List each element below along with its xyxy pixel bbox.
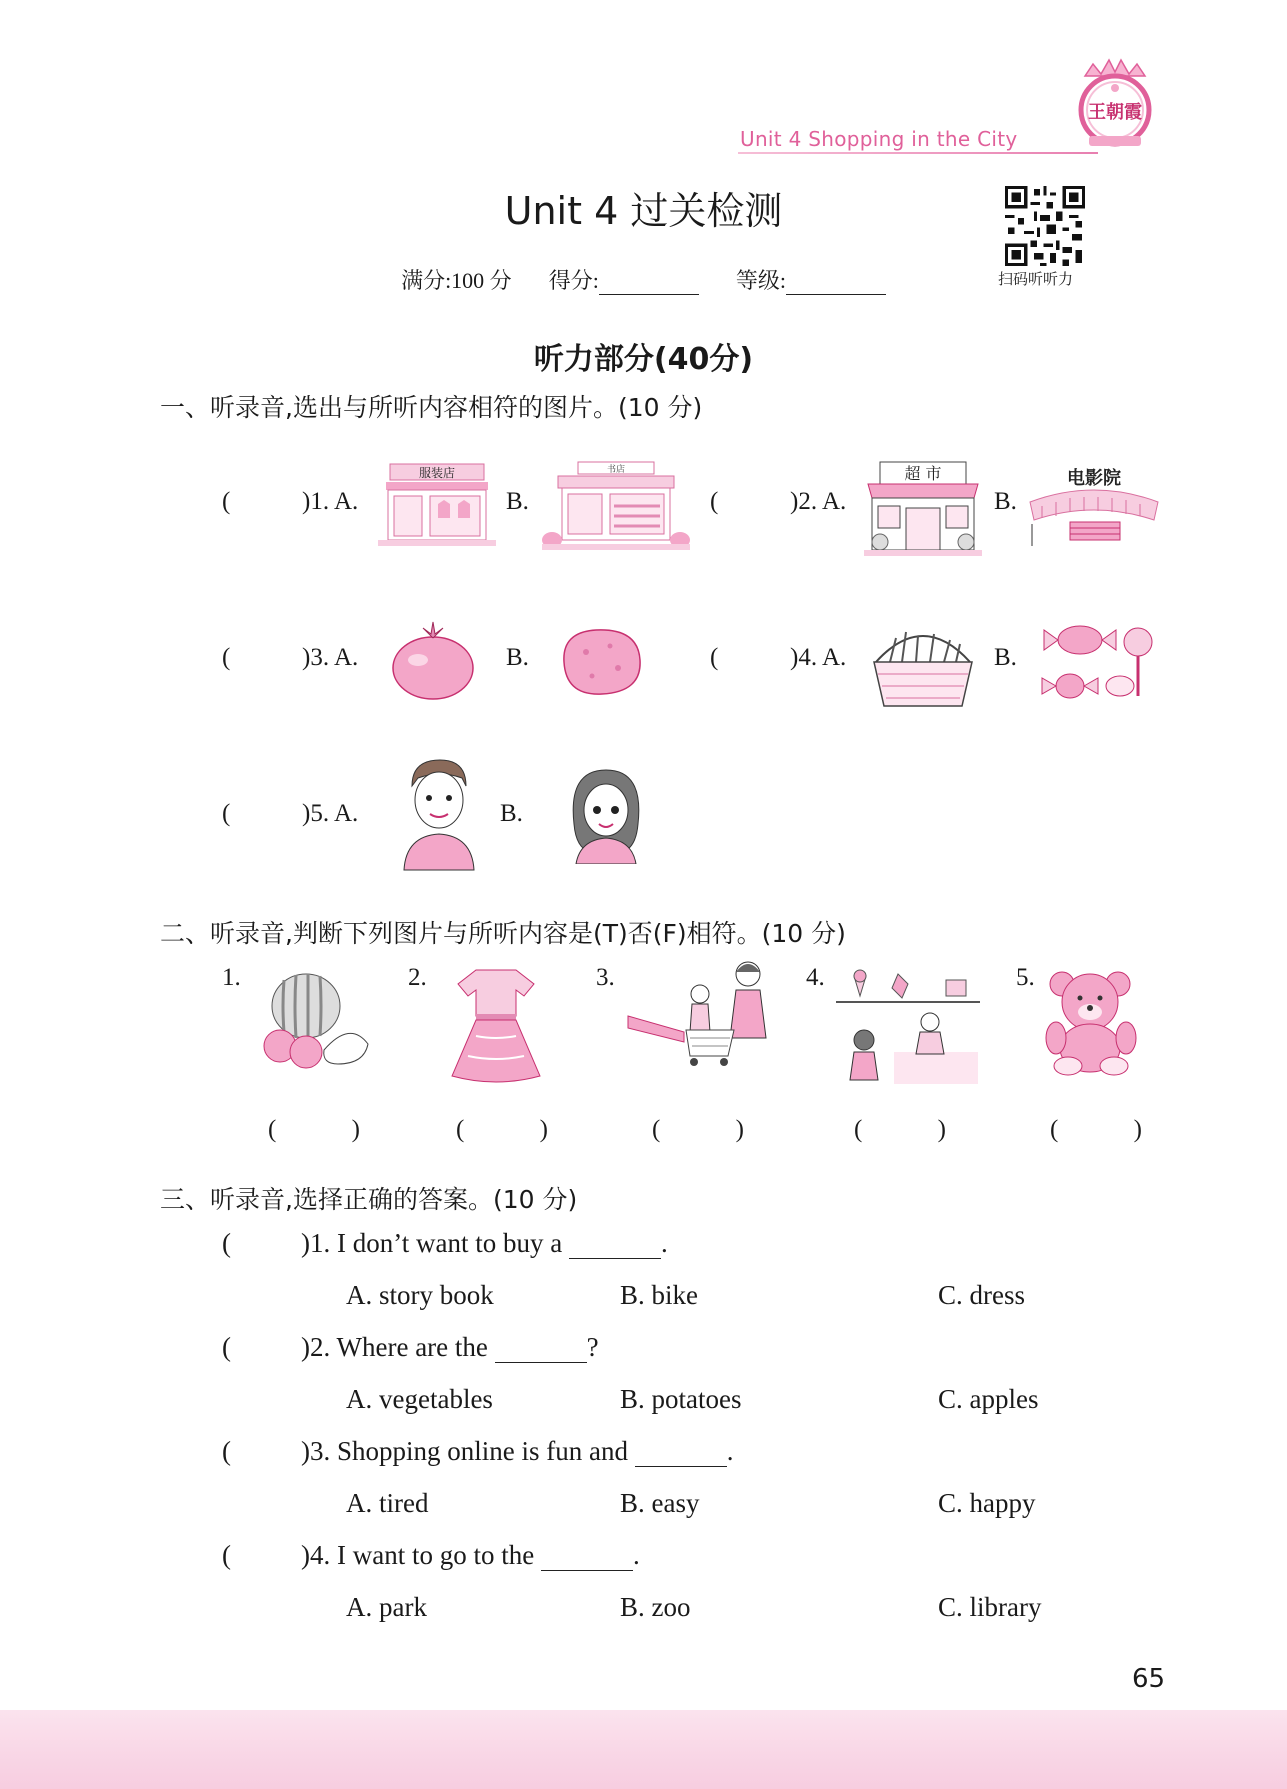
part1-item-2-b: B. — [994, 488, 1017, 515]
question-3-punct: . — [726, 1436, 734, 1466]
question-3-blank[interactable] — [635, 1440, 727, 1467]
part1-item-4-b: B. — [994, 644, 1017, 671]
question-3-option-c[interactable]: C. happy — [938, 1488, 1036, 1518]
part1-heading: 一、听录音,选出与所听内容相符的图片。(10 分) — [160, 393, 703, 422]
answer-paren-open[interactable]: ( — [222, 1540, 231, 1570]
part1-item-2-label: )2. A. — [790, 488, 847, 515]
footer-band — [0, 1710, 1287, 1789]
full-score: 满分:100 分 — [401, 268, 512, 293]
grade-blank[interactable] — [786, 272, 886, 295]
bookshop-picture[interactable] — [542, 460, 690, 552]
tf-answer-2[interactable]: ( ) — [456, 1116, 548, 1143]
answer-paren-open[interactable]: ( — [222, 488, 231, 515]
question-4-option-b[interactable]: B. zoo — [620, 1592, 691, 1622]
question-3-option-b[interactable]: B. easy — [620, 1488, 700, 1518]
answer-paren-open[interactable]: ( — [222, 800, 231, 827]
tf-answer-3[interactable]: ( ) — [652, 1116, 744, 1143]
supermarket-sign: 超 市 — [904, 464, 942, 483]
part2-number-2: 2. — [408, 964, 427, 991]
part2-number-5: 5. — [1016, 964, 1035, 991]
bookshop-sign: 书店 — [606, 465, 626, 475]
question-2-blank[interactable] — [495, 1336, 587, 1363]
page-title: Unit 4 过关检测 — [504, 189, 783, 233]
part2-number-3: 3. — [596, 964, 615, 991]
grade-label: 等级: — [735, 268, 786, 293]
question-2-punct: ? — [586, 1332, 599, 1362]
tf-answer-1[interactable]: ( ) — [268, 1116, 360, 1143]
dress-picture[interactable] — [446, 966, 546, 1086]
potato-picture[interactable] — [556, 622, 646, 700]
listening-section-title: 听力部分(40分) — [533, 342, 754, 377]
mc-question-4 — [222, 1540, 640, 1571]
question-2-option-c[interactable]: C. apples — [938, 1384, 1039, 1414]
cinema-picture[interactable] — [1026, 462, 1162, 552]
qr-caption: 扫码听听力 — [998, 270, 1074, 288]
part1-item-5-label: )5. A. — [302, 800, 359, 827]
answer-paren-open[interactable]: ( — [710, 644, 719, 671]
clothes-shop-picture[interactable] — [378, 460, 496, 548]
clothes-shop-sign: 服装店 — [418, 466, 456, 480]
part1-item-3-label: )3. A. — [302, 644, 359, 671]
tf-answer-5[interactable]: ( ) — [1050, 1116, 1142, 1143]
supermarket-shopping-picture[interactable] — [624, 958, 772, 1086]
part1-item-4-label: )4. A. — [790, 644, 847, 671]
part1-item-5-b: B. — [500, 800, 523, 827]
part2-number-1: 1. — [222, 964, 241, 991]
header-rule — [738, 152, 1098, 154]
teddy-bear-picture[interactable] — [1040, 968, 1144, 1076]
mc-question-1 — [222, 1228, 668, 1259]
question-3-option-a[interactable]: A. tired — [346, 1488, 429, 1518]
qr-code-icon[interactable] — [1005, 186, 1085, 266]
question-2-option-b[interactable]: B. potatoes — [620, 1384, 742, 1414]
question-4-stem: )4. I want to go to the — [301, 1540, 541, 1570]
fruits-picture[interactable] — [254, 960, 374, 1076]
part2-number-4: 4. — [806, 964, 825, 991]
question-4-punct: . — [632, 1540, 640, 1570]
question-1-punct: . — [660, 1228, 668, 1258]
logo-lettering: 王朝霞 — [1088, 102, 1142, 123]
part2-heading: 二、听录音,判断下列图片与所听内容是(T)否(F)相符。(10 分) — [160, 919, 846, 948]
unit-header: Unit 4 Shopping in the City — [740, 127, 1018, 151]
question-4-option-a[interactable]: A. park — [346, 1592, 427, 1622]
part3-heading: 三、听录音,选择正确的答案。(10 分) — [160, 1185, 578, 1214]
score-line — [0, 264, 1287, 295]
part1-item-1-b: B. — [506, 488, 529, 515]
woman-picture[interactable] — [566, 764, 646, 864]
score-blank[interactable] — [599, 272, 699, 295]
part1-item-1-label: )1. A. — [302, 488, 359, 515]
question-1-blank[interactable] — [569, 1232, 661, 1259]
supermarket-picture[interactable] — [864, 460, 982, 560]
page-number: 65 — [1132, 1664, 1166, 1694]
question-1-stem: )1. I don’t want to buy a — [301, 1228, 569, 1258]
answer-paren-open[interactable]: ( — [222, 1332, 231, 1362]
cinema-sign: 电影院 — [1067, 468, 1121, 489]
mc-question-2 — [222, 1332, 599, 1363]
answer-paren-open[interactable]: ( — [222, 644, 231, 671]
brand-logo — [1075, 58, 1155, 154]
question-1-option-a[interactable]: A. story book — [346, 1280, 494, 1310]
question-2-option-a[interactable]: A. vegetables — [346, 1384, 493, 1414]
ice-cream-shop-picture[interactable] — [834, 966, 982, 1086]
answer-paren-open[interactable]: ( — [222, 1228, 231, 1258]
sweets-picture[interactable] — [1034, 616, 1160, 708]
vegetable-basket-picture[interactable] — [868, 616, 978, 712]
question-1-option-b[interactable]: B. bike — [620, 1280, 698, 1310]
man-picture[interactable] — [398, 756, 480, 872]
question-4-blank[interactable] — [541, 1544, 633, 1571]
mc-question-3 — [222, 1436, 733, 1467]
answer-paren-open[interactable]: ( — [222, 1436, 231, 1466]
tf-answer-4[interactable]: ( ) — [854, 1116, 946, 1143]
question-2-stem: )2. Where are the — [301, 1332, 495, 1362]
tomato-picture[interactable] — [388, 620, 478, 702]
question-1-option-c[interactable]: C. dress — [938, 1280, 1025, 1310]
part1-item-3-b: B. — [506, 644, 529, 671]
question-4-option-c[interactable]: C. library — [938, 1592, 1042, 1622]
score-label: 得分: — [548, 268, 599, 293]
answer-paren-open[interactable]: ( — [710, 488, 719, 515]
question-3-stem: )3. Shopping online is fun and — [301, 1436, 635, 1466]
